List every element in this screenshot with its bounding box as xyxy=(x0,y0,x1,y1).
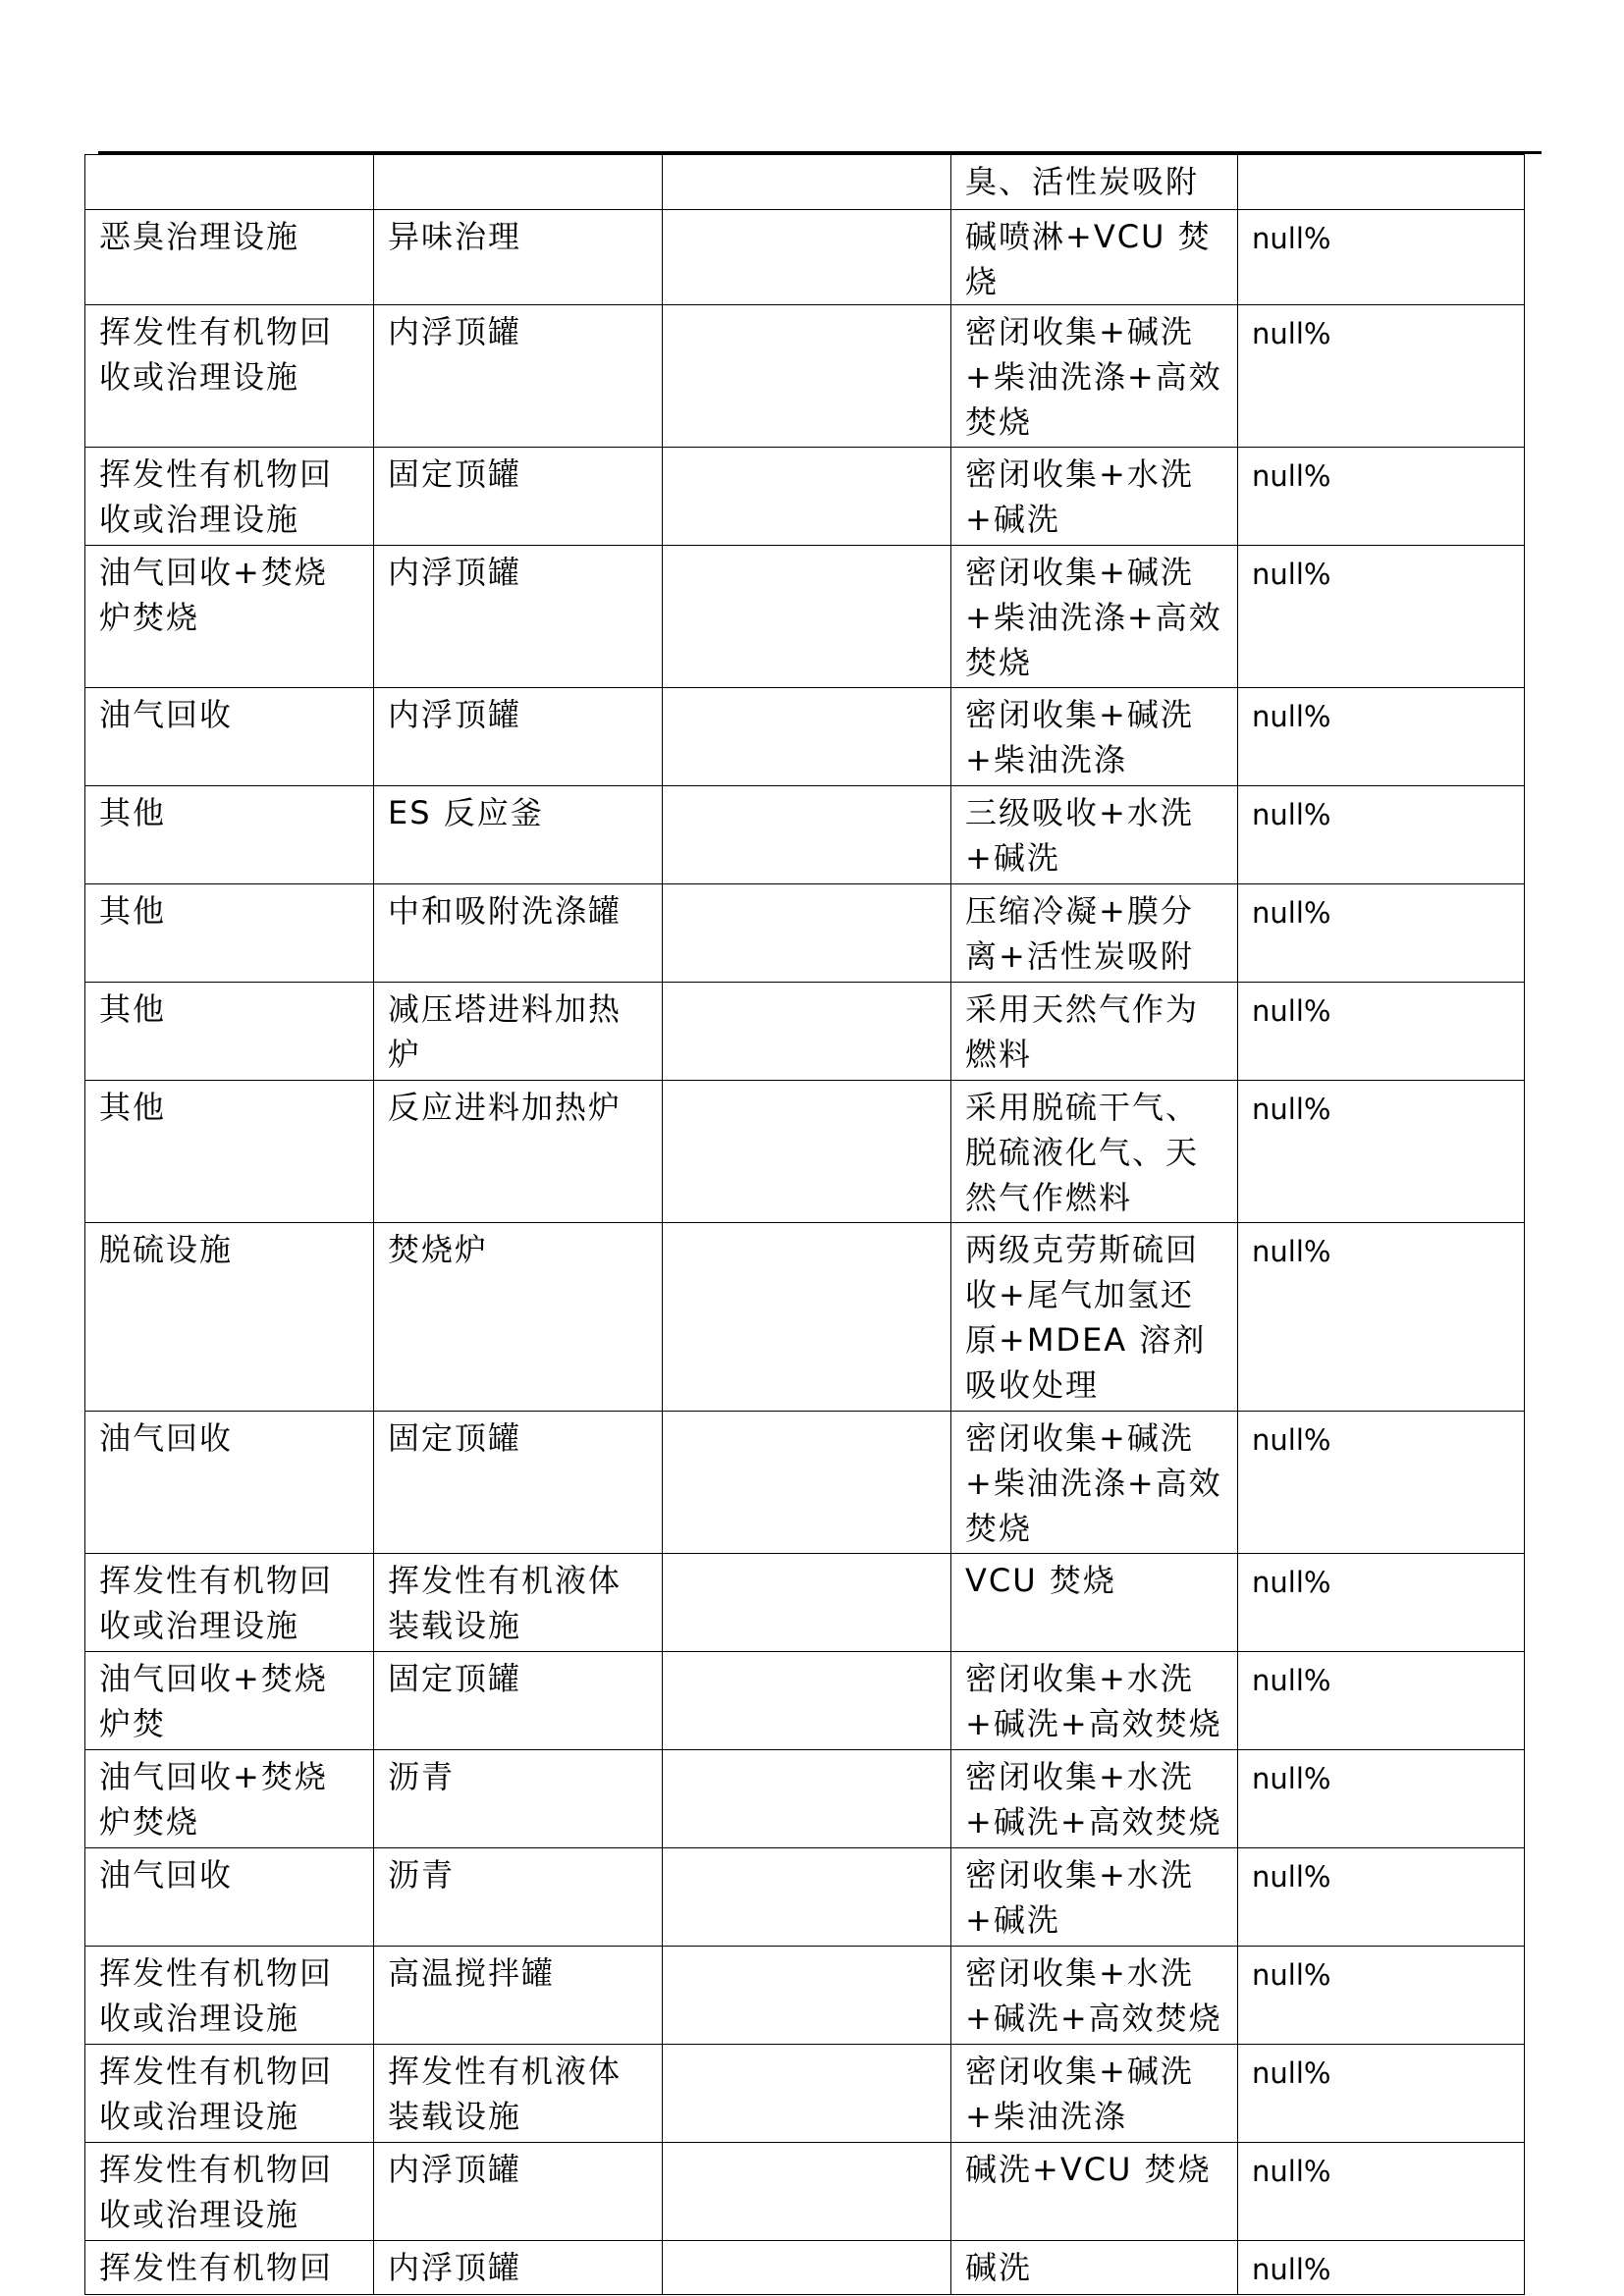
efficiency-cell: null% xyxy=(1238,2143,1525,2241)
treatment-process-cell: 密闭收集+碱洗+柴油洗涤 xyxy=(951,688,1238,786)
blank-cell xyxy=(663,1848,951,1947)
blank-cell xyxy=(663,2143,951,2241)
table-row xyxy=(85,1081,1525,1223)
source-cell: 沥青 xyxy=(374,1848,663,1947)
efficiency-cell: null% xyxy=(1238,210,1525,305)
treatment-process-cell: 三级吸收+水洗+碱洗 xyxy=(951,786,1238,884)
blank-cell xyxy=(663,884,951,983)
facility-table xyxy=(84,154,1525,2295)
table-row xyxy=(85,155,1525,210)
source-cell: 内浮顶罐 xyxy=(374,2143,663,2241)
facility-type-cell: 其他 xyxy=(85,786,374,884)
blank-cell xyxy=(663,1223,951,1412)
table-row xyxy=(85,1750,1525,1848)
treatment-process-cell: 密闭收集+水洗+碱洗+高效焚烧 xyxy=(951,1652,1238,1750)
blank-cell xyxy=(663,1947,951,2045)
blank-cell xyxy=(663,1554,951,1652)
facility-type-cell: 其他 xyxy=(85,983,374,1081)
facility-type-cell xyxy=(85,155,374,210)
source-cell: 内浮顶罐 xyxy=(374,305,663,448)
table-row xyxy=(85,448,1525,546)
efficiency-cell: null% xyxy=(1238,448,1525,546)
treatment-process-cell: 臭、活性炭吸附 xyxy=(951,155,1238,210)
blank-cell xyxy=(663,2241,951,2295)
treatment-process-cell: 压缩冷凝+膜分离+活性炭吸附 xyxy=(951,884,1238,983)
source-cell: 挥发性有机液体装载设施 xyxy=(374,2045,663,2143)
treatment-process-cell: 碱喷淋+VCU 焚烧 xyxy=(951,210,1238,305)
table-row xyxy=(85,983,1525,1081)
facility-type-cell: 油气回收+焚烧炉焚 xyxy=(85,1652,374,1750)
table-row xyxy=(85,786,1525,884)
table-row xyxy=(85,2241,1525,2295)
table-row xyxy=(85,884,1525,983)
efficiency-cell: null% xyxy=(1238,1223,1525,1412)
source-cell: 中和吸附洗涤罐 xyxy=(374,884,663,983)
efficiency-cell: null% xyxy=(1238,305,1525,448)
facility-type-cell: 油气回收+焚烧炉焚烧 xyxy=(85,546,374,688)
facility-type-cell: 其他 xyxy=(85,884,374,983)
table-row xyxy=(85,546,1525,688)
table-row xyxy=(85,2143,1525,2241)
source-cell xyxy=(374,155,663,210)
treatment-process-cell: VCU 焚烧 xyxy=(951,1554,1238,1652)
efficiency-cell: null% xyxy=(1238,1848,1525,1947)
facility-table-body xyxy=(85,155,1525,2295)
blank-cell xyxy=(663,546,951,688)
efficiency-cell xyxy=(1238,155,1525,210)
blank-cell xyxy=(663,688,951,786)
facility-type-cell: 油气回收 xyxy=(85,1848,374,1947)
facility-type-cell: 挥发性有机物回收或治理设施 xyxy=(85,448,374,546)
efficiency-cell: null% xyxy=(1238,1554,1525,1652)
efficiency-cell: null% xyxy=(1238,546,1525,688)
table-row xyxy=(85,1554,1525,1652)
treatment-process-cell: 密闭收集+水洗+碱洗 xyxy=(951,448,1238,546)
source-cell: ES 反应釜 xyxy=(374,786,663,884)
facility-type-cell: 恶臭治理设施 xyxy=(85,210,374,305)
blank-cell xyxy=(663,1081,951,1223)
efficiency-cell: null% xyxy=(1238,1750,1525,1848)
blank-cell xyxy=(663,1652,951,1750)
source-cell: 反应进料加热炉 xyxy=(374,1081,663,1223)
treatment-process-cell: 采用天然气作为燃料 xyxy=(951,983,1238,1081)
facility-type-cell: 油气回收+焚烧炉焚烧 xyxy=(85,1750,374,1848)
table-row xyxy=(85,1947,1525,2045)
efficiency-cell: null% xyxy=(1238,1652,1525,1750)
source-cell: 固定顶罐 xyxy=(374,1412,663,1554)
source-cell: 沥青 xyxy=(374,1750,663,1848)
facility-type-cell: 其他 xyxy=(85,1081,374,1223)
source-cell: 内浮顶罐 xyxy=(374,688,663,786)
facility-type-cell: 挥发性有机物回 xyxy=(85,2241,374,2295)
blank-cell xyxy=(663,155,951,210)
blank-cell xyxy=(663,983,951,1081)
facility-type-cell: 挥发性有机物回收或治理设施 xyxy=(85,305,374,448)
facility-type-cell: 挥发性有机物回收或治理设施 xyxy=(85,2045,374,2143)
efficiency-cell: null% xyxy=(1238,1947,1525,2045)
treatment-process-cell: 密闭收集+水洗+碱洗 xyxy=(951,1848,1238,1947)
facility-type-cell: 脱硫设施 xyxy=(85,1223,374,1412)
source-cell: 高温搅拌罐 xyxy=(374,1947,663,2045)
efficiency-cell: null% xyxy=(1238,1412,1525,1554)
source-cell: 固定顶罐 xyxy=(374,448,663,546)
source-cell: 异味治理 xyxy=(374,210,663,305)
treatment-process-cell: 碱洗 xyxy=(951,2241,1238,2295)
blank-cell xyxy=(663,1412,951,1554)
table-row xyxy=(85,1652,1525,1750)
table-row xyxy=(85,1223,1525,1412)
blank-cell xyxy=(663,2045,951,2143)
source-cell: 减压塔进料加热炉 xyxy=(374,983,663,1081)
efficiency-cell: null% xyxy=(1238,1081,1525,1223)
efficiency-cell: null% xyxy=(1238,786,1525,884)
treatment-process-cell: 密闭收集+水洗+碱洗+高效焚烧 xyxy=(951,1750,1238,1848)
efficiency-cell: null% xyxy=(1238,983,1525,1081)
treatment-process-cell: 密闭收集+水洗+碱洗+高效焚烧 xyxy=(951,1947,1238,2045)
treatment-process-cell: 密闭收集+碱洗+柴油洗涤+高效焚烧 xyxy=(951,1412,1238,1554)
blank-cell xyxy=(663,786,951,884)
source-cell: 挥发性有机液体装载设施 xyxy=(374,1554,663,1652)
blank-cell xyxy=(663,305,951,448)
table-row xyxy=(85,688,1525,786)
blank-cell xyxy=(663,1750,951,1848)
facility-type-cell: 挥发性有机物回收或治理设施 xyxy=(85,1554,374,1652)
efficiency-cell: null% xyxy=(1238,2241,1525,2295)
facility-type-cell: 挥发性有机物回收或治理设施 xyxy=(85,1947,374,2045)
table-row xyxy=(85,1848,1525,1947)
blank-cell xyxy=(663,448,951,546)
facility-type-cell: 挥发性有机物回收或治理设施 xyxy=(85,2143,374,2241)
source-cell: 内浮顶罐 xyxy=(374,546,663,688)
table-row xyxy=(85,1412,1525,1554)
source-cell: 内浮顶罐 xyxy=(374,2241,663,2295)
table-row xyxy=(85,2045,1525,2143)
source-cell: 焚烧炉 xyxy=(374,1223,663,1412)
treatment-process-cell: 两级克劳斯硫回收+尾气加氢还原+MDEA 溶剂吸收处理 xyxy=(951,1223,1238,1412)
treatment-process-cell: 密闭收集+碱洗+柴油洗涤 xyxy=(951,2045,1238,2143)
table-row xyxy=(85,305,1525,448)
facility-type-cell: 油气回收 xyxy=(85,688,374,786)
source-cell: 固定顶罐 xyxy=(374,1652,663,1750)
facility-type-cell: 油气回收 xyxy=(85,1412,374,1554)
efficiency-cell: null% xyxy=(1238,688,1525,786)
efficiency-cell: null% xyxy=(1238,2045,1525,2143)
treatment-process-cell: 碱洗+VCU 焚烧 xyxy=(951,2143,1238,2241)
efficiency-cell: null% xyxy=(1238,884,1525,983)
treatment-process-cell: 密闭收集+碱洗+柴油洗涤+高效焚烧 xyxy=(951,305,1238,448)
blank-cell xyxy=(663,210,951,305)
treatment-process-cell: 采用脱硫干气、脱硫液化气、天然气作燃料 xyxy=(951,1081,1238,1223)
table-row xyxy=(85,210,1525,305)
treatment-process-cell: 密闭收集+碱洗+柴油洗涤+高效焚烧 xyxy=(951,546,1238,688)
